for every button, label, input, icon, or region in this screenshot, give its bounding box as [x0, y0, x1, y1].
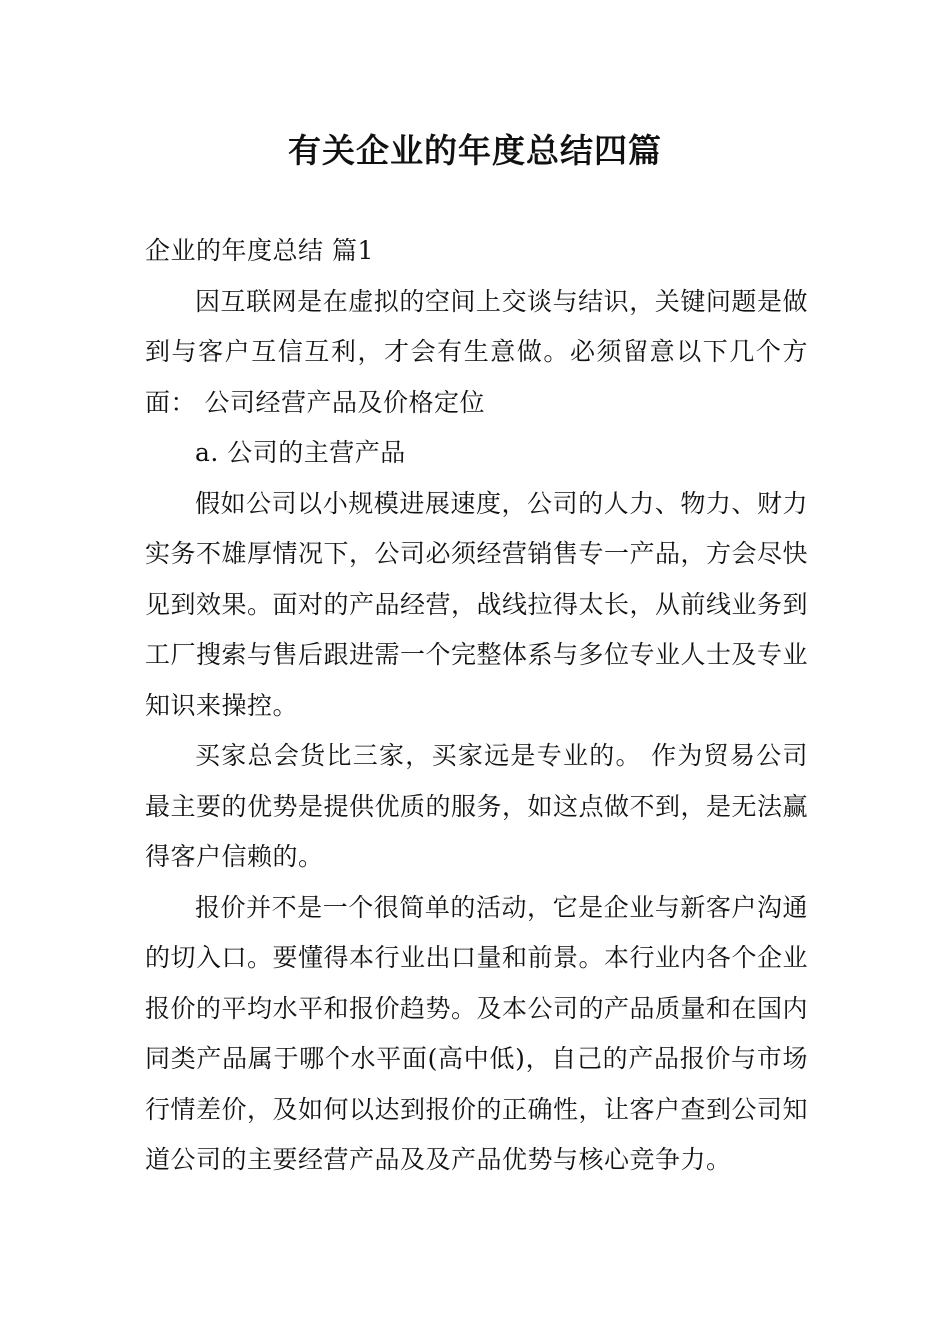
section-heading: 企业的年度总结 篇1 [145, 236, 374, 265]
document-body [145, 226, 808, 1186]
paragraph-quotation: 报价并不是一个很简单的活动，它是企业与新客户沟通的切入口。要懂得本行业出口量和前景。本行业内各个企业报价的平均水平和报价趋势。及本公司的产品质量和在国内同类产品属于哪个水平面(高中低)，自己的产品报价与市场行情差价，及如何以达到报价的正确性，让客户查到公司知道公司的主要经营产品及及产品优势与核心竞争力。 [145, 892, 809, 1174]
paragraph-small-scale: 假如公司以小规模进展速度，公司的人力、物力、财力实务不雄厚情况下，公司必须经营销售专一产品，方会尽快见到效果。面对的产品经营，战线拉得太长，从前线业务到工厂搜索与售后跟进需一个完整体系与多位专业人士及专业知识来操控。 [145, 488, 809, 720]
document-title: 有关企业的年度总结四篇 [288, 131, 662, 170]
paragraph-intro: 因互联网是在虚拟的空间上交谈与结识，关键问题是做到与客户互信互利，才会有生意做。必须留意以下几个方面： 公司经营产品及价格定位 [145, 286, 808, 417]
paragraph-buyers: 买家总会货比三家，买家远是专业的。 作为贸易公司最主要的优势是提供优质的服务，如这点做不到，是无法赢得客户信赖的。 [145, 741, 809, 871]
list-item-main-product: a. 公司的主营产品 [195, 438, 406, 467]
